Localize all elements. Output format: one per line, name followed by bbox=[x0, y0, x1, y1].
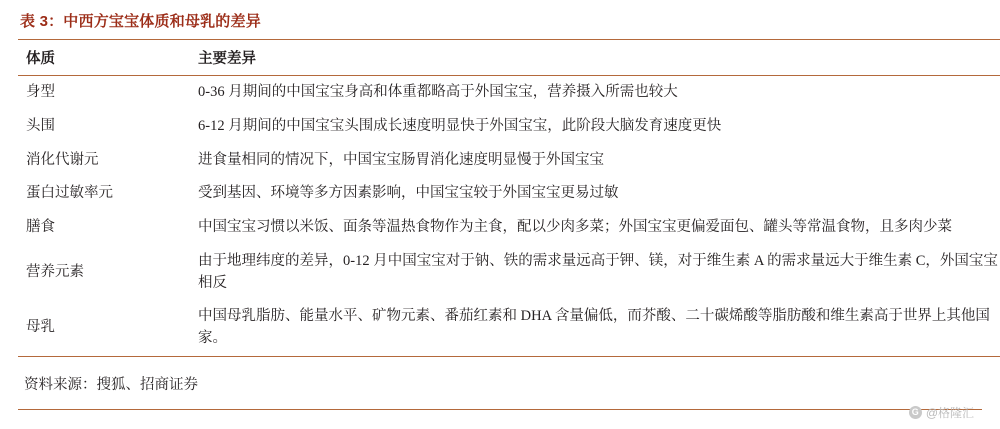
table-row bbox=[18, 245, 1000, 301]
source-row bbox=[18, 369, 1000, 403]
row-difference: 0-36 月期间的中国宝宝身高和体重都略高于外国宝宝，营养摄入所需也较大 bbox=[198, 84, 678, 100]
table-row bbox=[18, 144, 1000, 178]
watermark-label: @格隆汇 bbox=[925, 406, 974, 420]
table-row bbox=[18, 76, 1000, 110]
row-type: 膳食 bbox=[26, 219, 55, 235]
comparison-table bbox=[18, 39, 1000, 403]
table-title: 表 3：中西方宝宝体质和母乳的差异 bbox=[20, 13, 261, 30]
table-body bbox=[18, 76, 1000, 403]
row-difference: 由于地理纬度的差异，0-12 月中国宝宝对于钠、铁的需求量远高于钾、镁，对于维生素 A 的需求量远大于维生素 C，外国宝宝相反 bbox=[198, 252, 998, 291]
table-header-row bbox=[18, 40, 1000, 76]
row-type: 营养元素 bbox=[26, 263, 84, 280]
row-difference: 进食量相同的情况下，中国宝宝肠胃消化速度明显慢于外国宝宝 bbox=[198, 151, 604, 168]
row-type: 身型 bbox=[26, 84, 55, 100]
row-type: 蛋白过敏率元 bbox=[26, 185, 113, 202]
row-type: 母乳 bbox=[26, 319, 55, 336]
row-type: 头围 bbox=[26, 117, 55, 134]
watermark bbox=[909, 404, 974, 421]
footer-rule bbox=[18, 409, 982, 410]
row-difference: 6-12 月期间的中国宝宝头围成长速度明显快于外国宝宝，此阶段大脑发育速度更快 bbox=[198, 117, 722, 134]
column-header-type: 体质 bbox=[18, 40, 192, 76]
table-row bbox=[18, 177, 1000, 211]
table-row bbox=[18, 110, 1000, 144]
row-difference: 中国母乳脂肪、能量水平、矿物元素、番茄红素和 DHA 含量偏低，而芥酸、二十碳烯酸等脂肪酸和维生素高于世界上其他国家。 bbox=[198, 308, 990, 346]
row-difference: 受到基因、环境等多方因素影响，中国宝宝较于外国宝宝更易过敏 bbox=[198, 185, 619, 202]
rule-cell bbox=[18, 356, 1000, 369]
table-header bbox=[18, 40, 1000, 76]
table-row bbox=[18, 211, 1000, 245]
row-difference: 中国宝宝习惯以米饭、面条等温热食物作为主食，配以少肉多菜；外国宝宝更偏爱面包、罐头等常温食物，且多肉少菜 bbox=[198, 219, 952, 235]
watermark-badge-icon: G bbox=[909, 406, 922, 419]
table-bottom-rule bbox=[18, 356, 1000, 369]
source-note: 资料来源：搜狐、招商证券 bbox=[24, 376, 198, 393]
table-row bbox=[18, 300, 1000, 356]
column-header-difference: 主要差异 bbox=[192, 40, 1000, 76]
row-type: 消化代谢元 bbox=[26, 151, 99, 168]
